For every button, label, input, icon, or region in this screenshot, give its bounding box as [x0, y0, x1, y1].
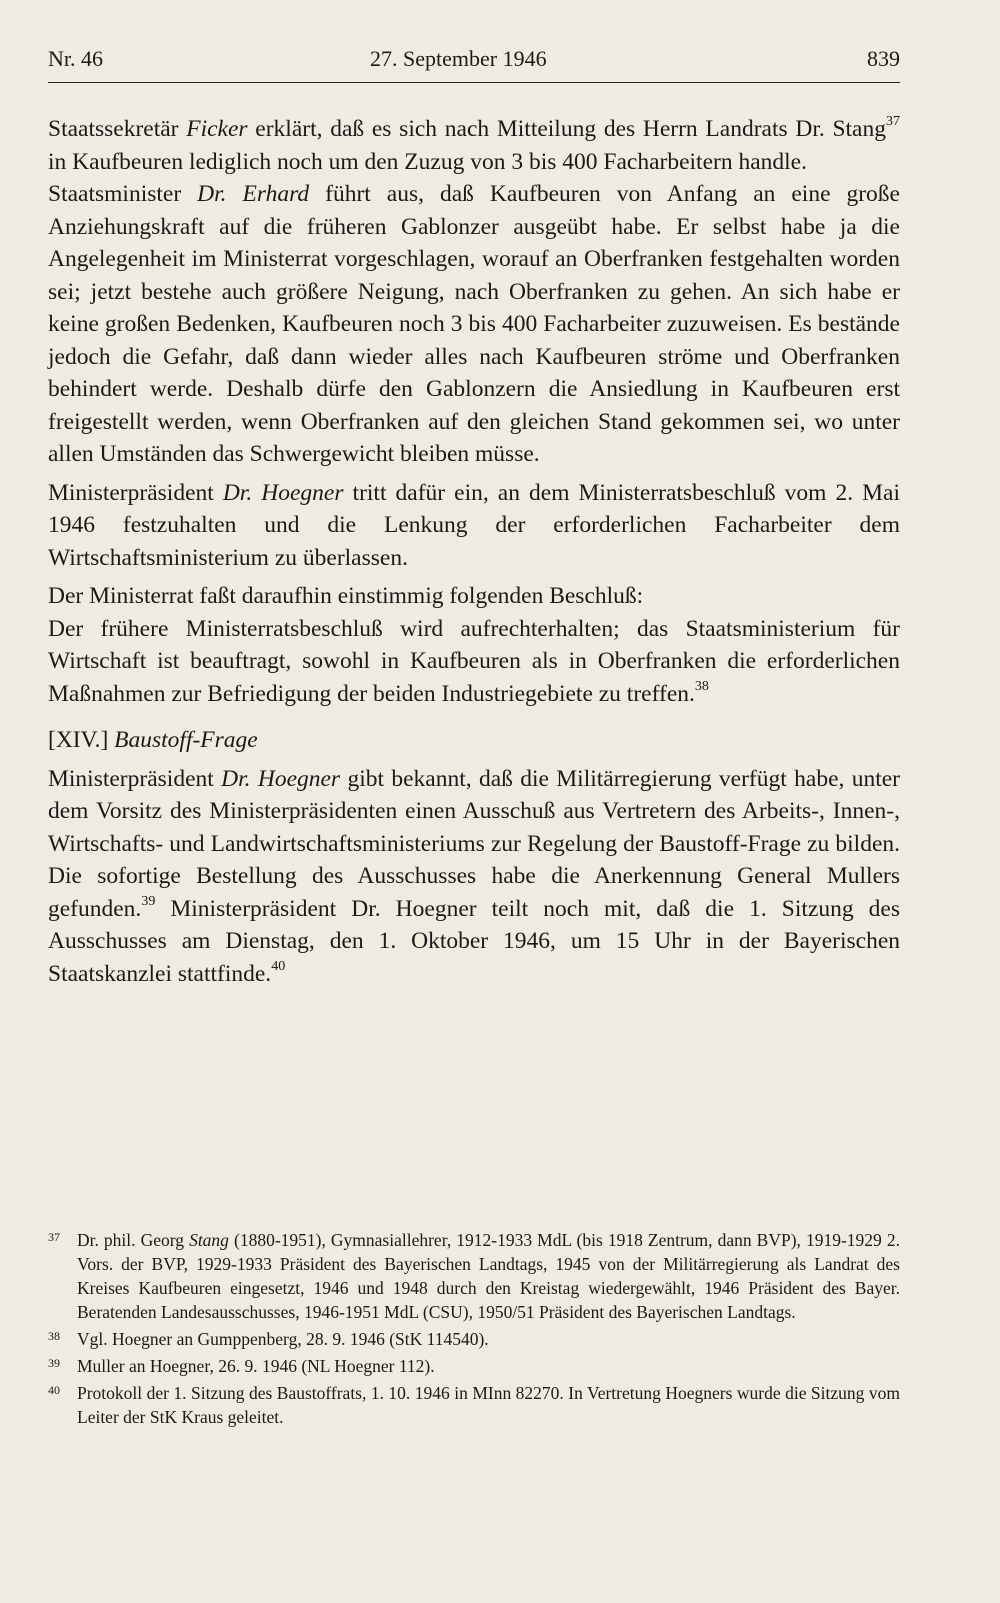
- main-text: [48, 113, 900, 990]
- header-rule: [48, 82, 900, 83]
- text-run: Ministerpräsident: [48, 479, 223, 506]
- footnote-38: [48, 1327, 900, 1351]
- text-run: Ministerpräsident Dr. Hoegner teilt noch mit, daß die 1. Sitzung des Ausschusses am Dienstag, den 1. Oktober 1946, um 15 Uhr in der Bayerischen Staatskanzlei stattfinde.: [48, 895, 900, 987]
- footnote-text: Protokoll der 1. Sitzung des Baustoffrats, 1. 10. 1946 in MInn 82270. In Vertretung Hoegners wurde die Sitzung vom Leiter der StK Kraus geleitet.: [77, 1383, 900, 1427]
- footnote-ref: 38: [694, 678, 709, 694]
- footnote-number: 37: [48, 1230, 60, 1244]
- footnote-number: 38: [48, 1329, 60, 1343]
- footnote-40: [48, 1381, 900, 1429]
- section-title: Baustoff-Frage: [114, 727, 258, 753]
- text-run: führt aus, daß Kaufbeuren von Anfang an eine große Anziehungskraft auf die früheren Gablonzer ausgeübt habe. Er selbst habe ja die Angelegenheit im Ministerrat vorgeschlagen, worauf an Oberfranken festgehalten worden sei; jetzt bestehe auch größere Neigung, nach Oberfranken zu gehen. An sich habe er keine großen Bedenken, Kaufbeuren noch 3 bis 400 Facharbeiter zuzuweisen. Es bestände jedoch die Gefahr, daß dann wieder alles nach Kaufbeuren ströme und Oberfranken behindert werde. Deshalb dürfe den Gablonzern die Ansiedlung in Kaufbeuren erst freigestellt werden, wenn Oberfranken auf den gleichen Stand gekommen sei, wo unter allen Umständen das Schwergewicht bleiben müsse.: [48, 181, 900, 467]
- footnote-ref: 40: [271, 958, 286, 974]
- header-date: 27. September 1946: [370, 46, 547, 71]
- paragraph-resolution: [48, 613, 900, 711]
- page-number: 839: [867, 46, 900, 71]
- paragraph-ficker: [48, 113, 900, 178]
- text-run: Der frühere Ministerratsbeschluß wird aufrechterhalten; das Staatsministerium für Wirtschaft ist beauftragt, sowohl in Kaufbeuren als in Oberfranken die erforderlichen Maßnahmen zur Befriedigung der beiden Industriegebiete zu treffen.: [48, 615, 900, 707]
- footnote-ref: 37: [885, 114, 900, 130]
- issue-number: Nr. 46: [48, 46, 103, 71]
- text-run: Staatssekretär: [48, 116, 187, 142]
- paragraph-resolution-intro: Der Ministerrat faßt daraufhin einstimmig folgenden Beschluß:: [48, 583, 644, 609]
- person-name: Dr. Hoegner: [221, 765, 341, 792]
- person-name: Dr. Hoegner: [222, 479, 344, 506]
- footnote-ref: 39: [141, 893, 156, 909]
- text-run: (1880-1951), Gymnasiallehrer, 1912-1933 MdL (bis 1918 Zentrum, dann BVP), 1919-1929 2. Vors. der BVP, 1929-1933 Präsident des Bayerischen Landtags, 1945 von der Militärregierung als Landrat des Kreises Kaufbeuren eingesetzt, 1946 und 1948 durch den Kreistag wiedergewählt, 1946 Präsident des Bayer. Beratenden Landesausschusses, 1946-1951 MdL (CSU), 1950/51 Präsident des Bayerischen Landtags.: [77, 1230, 900, 1322]
- text-run: erklärt, daß es sich nach Mitteilung des Herrn Landrats Dr. Stang: [247, 116, 886, 142]
- footnote-text: Vgl. Hoegner an Gumppenberg, 28. 9. 1946 (StK 114540).: [77, 1329, 489, 1349]
- paragraph-erhard: [48, 178, 900, 471]
- text-run: tritt dafür ein, an dem Ministerratsbeschluß vom 2. Mai 1946 festzuhalten und die Lenkung der erforderlichen Facharbeiter dem Wirtschaftsministerium zu überlassen.: [48, 479, 901, 571]
- footnotes: [48, 1228, 900, 1432]
- footnote-39: [48, 1354, 900, 1378]
- text-run: in Kaufbeuren lediglich noch um den Zuzug von 3 bis 400 Facharbeitern handle.: [48, 148, 807, 175]
- person-name: Ficker: [186, 116, 248, 142]
- running-header: [48, 46, 900, 82]
- person-name: Dr. Erhard: [197, 181, 310, 207]
- paragraph-hoegner-1: [48, 477, 900, 575]
- footnote-number: 39: [48, 1356, 60, 1370]
- text-run: Ministerpräsident: [48, 765, 222, 792]
- section-heading: [48, 724, 900, 757]
- text-run: gibt bekannt, daß die Militärregierung verfügt habe, unter dem Vorsitz des Ministerpräsidenten einen Ausschuß aus Vertretern des Arbeits-, Innen-, Wirtschafts- und Landwirtschaftsministeriums zur Regelung der Baustoff-Frage zu bilden. Die sofortige Bestellung des Ausschusses habe die Anerkennung General Mullers gefunden.: [48, 765, 900, 922]
- text-run: Dr. phil. Georg: [77, 1230, 190, 1250]
- text-run: Staatsminister: [48, 181, 198, 207]
- footnote-text: Muller an Hoegner, 26. 9. 1946 (NL Hoegner 112).: [77, 1356, 435, 1376]
- footnote-37: [48, 1228, 900, 1324]
- paragraph-hoegner-2: [48, 763, 900, 991]
- footnote-number: 40: [48, 1383, 60, 1397]
- section-number: [XIV.]: [48, 727, 109, 753]
- person-name: Stang: [189, 1230, 229, 1250]
